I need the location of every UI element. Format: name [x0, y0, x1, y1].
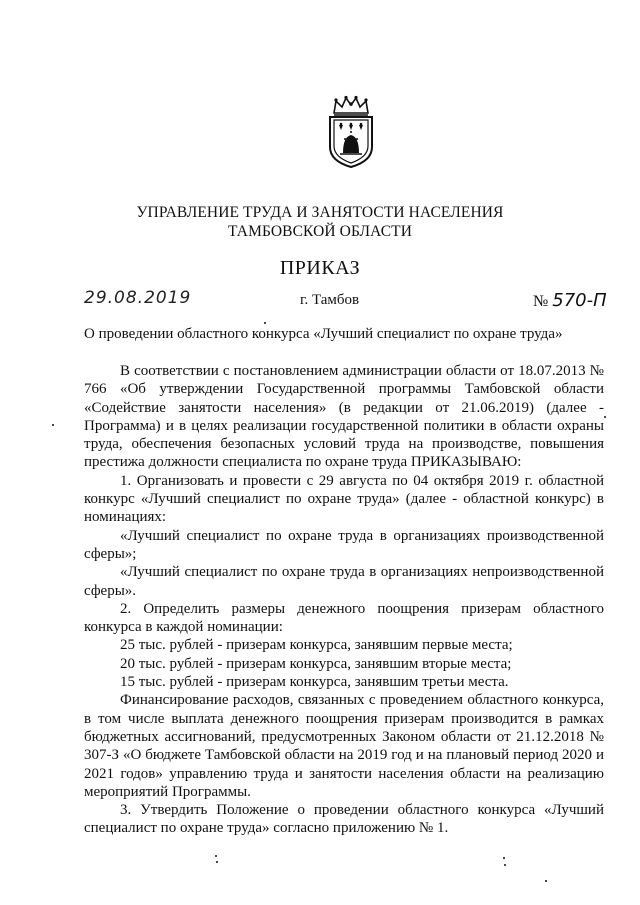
scan-speck — [215, 855, 217, 857]
document-subject: О проведении областного конкурса «Лучший специалист по охране труда» — [84, 326, 563, 342]
prize-first-place: 25 тыс. рублей - призерам конкурса, занявшим первые места; — [120, 637, 513, 654]
document-date: 29.08.2019 — [84, 288, 192, 308]
number-value: 570-П — [552, 290, 607, 311]
prize-second-place: 20 тыс. рублей - призерам конкурса, занявшим вторые места; — [120, 655, 512, 672]
document-number — [533, 290, 607, 311]
scan-speck — [604, 416, 606, 418]
item-2-paragraph: 2. Определить размеры денежного поощрения призерам областного конкурса в каждой номинации: — [84, 600, 604, 636]
scan-speck — [52, 424, 54, 426]
item-3-paragraph: 3. Утвердить Положение о проведении областного конкурса «Лучший специалист по охране труда» согласно приложению № 1. — [84, 802, 604, 837]
nomination-2: «Лучший специалист по охране труда в организациях непроизводственной сферы». — [84, 564, 604, 599]
prize-third-place: 15 тыс. рублей - призерам конкурса, занявшим третьи места. — [120, 674, 509, 691]
scan-speck — [503, 857, 505, 859]
scan-speck — [545, 880, 547, 882]
organization-name-line2: ТАМБОВСКОЙ ОБЛАСТИ — [228, 223, 412, 240]
document-title: ПРИКАЗ — [279, 257, 361, 279]
coat-of-arms-emblem — [326, 95, 376, 169]
financing-paragraph: Финансирование расходов, связанных с проведением областного конкурса, в том числе выплата денежного поощрения призерам производится в рамках бюджетных ассигнований, предусмотренных Законом области от 21.12.2018 № 307-З «О бюджете Тамбовской области на 2019 год и на плановый период 2020 и 2021 годов» управлению труда и занятости населения области на реализацию мероприятий Программы. — [84, 692, 604, 800]
document-body — [84, 362, 604, 838]
scan-speck — [216, 861, 218, 863]
scan-speck — [504, 864, 506, 866]
item-1-paragraph: 1. Организовать и провести с 29 августа по 04 октября 2019 г. областной конкурс «Лучший специалист по охране труда» (далее - областной конкурс) в номинациях: — [84, 472, 604, 526]
number-prefix: № — [533, 293, 549, 310]
document-city: г. Тамбов — [300, 292, 360, 308]
organization-name-line1: УПРАВЛЕНИЕ ТРУДА И ЗАНЯТОСТИ НАСЕЛЕНИЯ — [136, 204, 504, 221]
nomination-1: «Лучший специалист по охране труда в организациях производственной сферы»; — [84, 527, 604, 562]
organization-name — [0, 203, 640, 241]
preamble-paragraph: В соответствии с постановлением администрации области от 18.07.2013 № 766 «Об утверждении Государственной программы Тамбовской области «Содействие занятости населения» (в редакции от 21.06.2019) (далее - Программа) и в целях реализации государственной политики в области охраны труда, обеспечения безопасных условий труда на производстве, повышения престижа должности специалиста по охране труда ПРИКАЗЫВАЮ: — [84, 363, 604, 471]
scan-speck — [264, 322, 266, 324]
